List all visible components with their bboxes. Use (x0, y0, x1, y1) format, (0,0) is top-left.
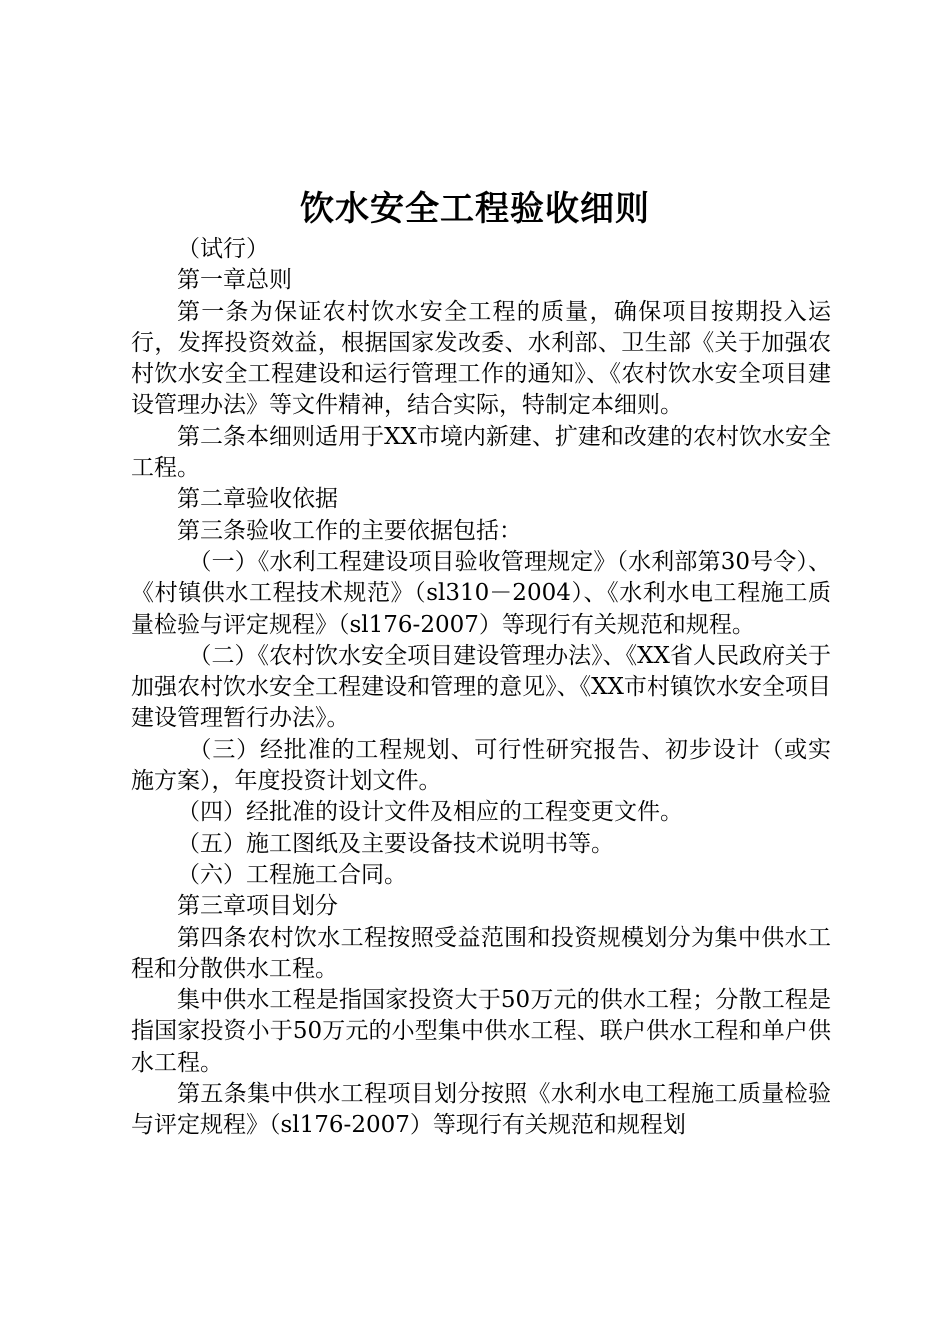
paragraph-item-3: （三）经批准的工程规划、可行性研究报告、初步设计（或实施方案），年度投资计划文件。 (131, 736, 831, 795)
paragraph-chapter-2: 第二章验收依据 (177, 486, 338, 513)
paragraph-definition: 集中供水工程是指国家投资大于50万元的供水工程；分散工程是指国家投资小于50万元的小型集中供水工程、联户供水工程和单户供水工程。 (131, 987, 831, 1076)
paragraph-chapter-1: 第一章总则 (177, 267, 292, 294)
paragraph-chapter-3: 第三章项目划分 (177, 893, 338, 920)
paragraph-subtitle: （试行） (177, 236, 269, 262)
paragraph-item-1: （一）《水利工程建设项目验收管理规定》（水利部第30号令）、《村镇供水工程技术规范》（sl310－2004）、《水利水电工程施工质量检验与评定规程》（sl176-2007）等现行有关规范和规程。 (131, 548, 831, 638)
paragraph-article-3: 第三条验收工作的主要依据包括： (177, 517, 522, 544)
paragraph-item-6: （六）工程施工合同。 (177, 861, 407, 888)
paragraph-article-5: 第五条集中供水工程项目划分按照《水利水电工程施工质量检验与评定规程》（sl176-2007）等现行有关规范和规程划 (131, 1081, 831, 1139)
document-body (131, 234, 831, 1142)
paragraph-article-2: 第二条本细则适用于XX市境内新建、扩建和改建的农村饮水安全工程。 (131, 423, 831, 482)
paragraph-item-5: （五）施工图纸及主要设备技术说明书等。 (177, 830, 614, 857)
paragraph-item-2: （二）《农村饮水安全项目建设管理办法》、《XX省人民政府关于加强农村饮水安全工程建设和管理的意见》、《XX市村镇饮水安全项目建设管理暂行办法》。 (131, 642, 831, 732)
paragraph-article-4: 第四条农村饮水工程按照受益范围和投资规模划分为集中供水工程和分散供水工程。 (131, 924, 831, 982)
document-title: 饮水安全工程验收细则 (300, 189, 650, 229)
paragraph-item-4: （四）经批准的设计文件及相应的工程变更文件。 (177, 799, 683, 826)
paragraph-article-1: 第一条为保证农村饮水安全工程的质量，确保项目按期投入运行，发挥投资效益，根据国家发改委、水利部、卫生部《关于加强农村饮水安全工程建设和运行管理工作的通知》、《农村饮水安全项目建设管理办法》等文件精神，结合实际，特制定本细则。 (131, 298, 831, 419)
